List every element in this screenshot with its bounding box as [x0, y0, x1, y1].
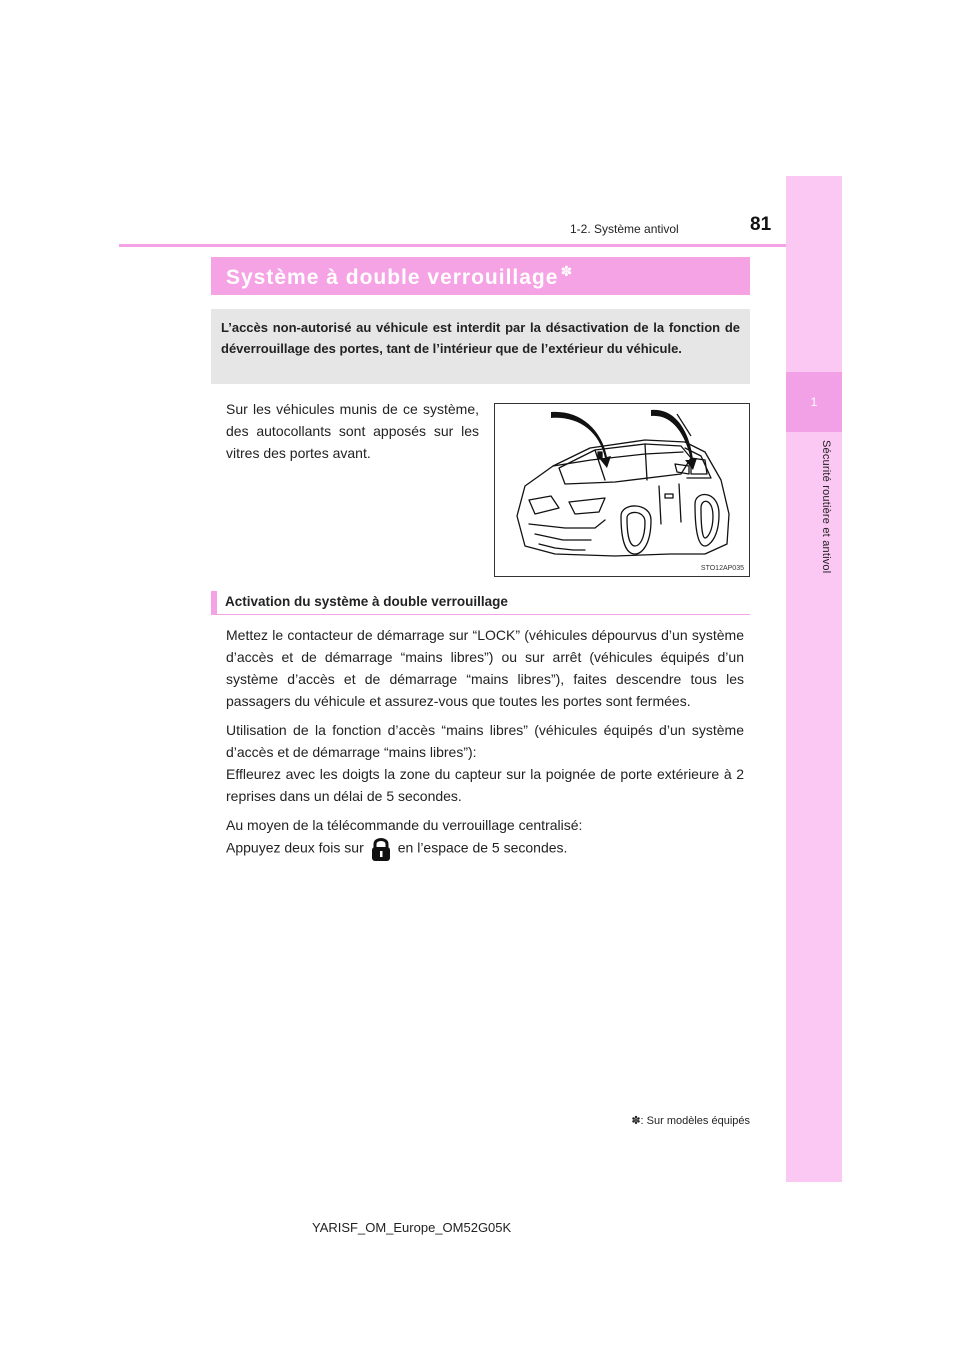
- intro-box: L’accès non-autorisé au véhicule est interdit par la désactivation de la fonction de déverrouillage des portes, tant de l’intérieur que de l’extérieur du véhicule.: [211, 309, 750, 384]
- side-tab: [786, 176, 842, 1182]
- side-tab-label: Sécurité routière et antivol: [820, 440, 832, 574]
- activation-para-2: [226, 719, 744, 807]
- header-divider: [119, 244, 786, 247]
- page-title: [226, 263, 573, 290]
- car-with-arrows-illustration: [495, 404, 751, 578]
- activation-para-3-line-2-before: Appuyez deux fois sur: [226, 839, 364, 856]
- footnote-text: : Sur modèles équipés: [640, 1115, 750, 1127]
- stickers-paragraph: Sur les véhicules munis de ce système, des autocollants sont apposés sur les vitres des portes avant.: [226, 401, 479, 461]
- figure-code: STO12AP035: [700, 565, 744, 572]
- activation-body: [226, 624, 744, 869]
- footer-code: YARISF_OM_Europe_OM52G05K: [312, 1220, 512, 1235]
- activation-para-1: Mettez le contacteur de démarrage sur “LOCK” (véhicules dépourvus d’un système d’accès et de démarrage “mains libres”) ou sur arrêt (véhicules équipés d’un système d’accès et de démarrage “mains libres”), faites descendre tous les passagers du véhicule et assurez-vous que toutes les portes sont fermées.: [226, 627, 744, 709]
- subheading-accent: [211, 591, 217, 614]
- activation-para-2-line-1: Utilisation de la fonction d’accès “mains libres” (véhicules équipés d’un système d’accès et de démarrage “mains libres”):: [226, 722, 744, 760]
- padlock-icon: [370, 836, 392, 862]
- activation-para-3-line-1: Au moyen de la télécommande du verrouillage centralisé:: [226, 817, 583, 833]
- title-marker: ✽: [560, 262, 574, 279]
- section-label: 1-2. Système antivol: [570, 222, 679, 236]
- car-figure: [494, 403, 750, 577]
- subheading-bar: [211, 591, 750, 615]
- title-bar: [211, 257, 750, 295]
- page-number: 81: [750, 214, 772, 235]
- activation-para-2-line-2: Effleurez avec les doigts la zone du capteur sur la poignée de porte extérieure à 2 reprises dans un délai de 5 secondes.: [226, 766, 744, 804]
- activation-para-3: [226, 814, 744, 862]
- activation-para-3-line-2-after: en l’espace de 5 secondes.: [397, 839, 568, 856]
- page-title-text: Système à double verrouillage: [226, 265, 559, 289]
- side-tab-number: 1: [786, 372, 842, 432]
- footnote: [595, 1114, 750, 1127]
- subheading-activation: Activation du système à double verrouillage: [225, 594, 508, 609]
- footnote-marker: ✽: [631, 1115, 641, 1127]
